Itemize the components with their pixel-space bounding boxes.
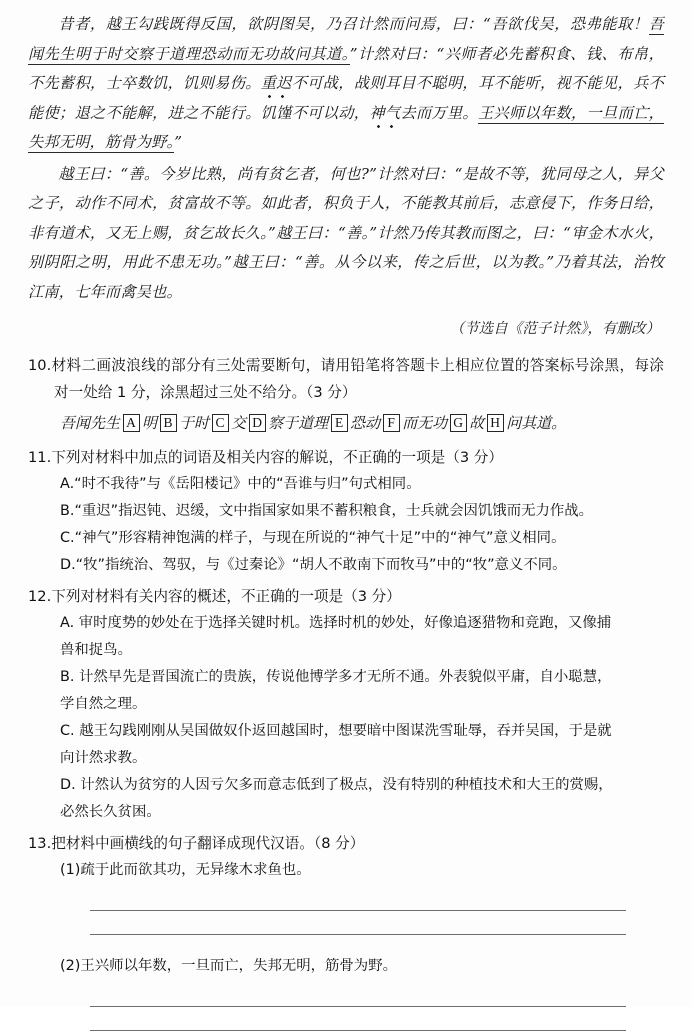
question-12-option-b[interactable] [28, 664, 664, 718]
answer-rule-2-line-1[interactable] [90, 1006, 626, 1007]
question-11-text: 下列对材料中加点的词语及相关内容的解说，不正确的一项是（3 分） [51, 449, 503, 466]
passage-p1-segment-4: 去而万里。 [400, 103, 478, 122]
question-11 [28, 444, 664, 579]
question-11-number: 11. [28, 449, 52, 466]
seg-token-6: 而无功 [402, 414, 448, 432]
seg-choice-box-b[interactable]: B [160, 414, 177, 432]
question-12-option-a-line-2: 兽和捉鸟。 [60, 642, 132, 658]
question-12-option-b-line-2: 学自然之理。 [60, 696, 147, 712]
seg-choice-box-f[interactable]: F [383, 414, 400, 432]
question-13 [28, 830, 664, 1031]
passage-paragraph-2: 越王曰：“善。今岁比熟，尚有贫乞者，何也?”计然对曰：“是故不等，犹同母之人，异父之子，动作不同术，贫富故不等。如此者，积负于人，不能教其前后，志意侵下，作务日给，非有道术，又无上赐，贫乞故长久。”越王曰：“善。”计然乃传其教而图之，曰：“审金木水火，别阴阳之明，用此不患无功。”越王曰：“善。从今以来，传之后世，以为教。”乃着其法，治牧江南，七年而禽吴也。 [28, 164, 664, 301]
seg-token-1: 明 [142, 414, 158, 432]
question-12-option-a-line-1: A. 审时度势的妙处在于选择关键时机。选择时机的妙处，好像追逐猎物和竞跑，又像捕 [60, 615, 612, 631]
answer-rule-1-line-2[interactable] [90, 934, 626, 935]
question-11-option-a[interactable]: A.“时不我待”与《岳阳楼记》中的“吾谁与归”句式相同。 [60, 476, 421, 492]
passage-paragraph-1 [28, 10, 664, 158]
question-12-stem [28, 583, 664, 610]
question-12-number: 12. [28, 588, 52, 605]
seg-choice-box-e[interactable]: E [331, 414, 348, 432]
question-10-segmentation-line [28, 408, 664, 438]
question-13-text: 把材料中画横线的句子翻译成现代汉语。（8 分） [51, 835, 365, 852]
question-10-text: 材料二画波浪线的部分有三处需要断句，请用铅笔将答题卡上相应位置的答案标号涂黑，每涂对一处给 1 分，涂黑超过三处不给分。（3 分） [51, 357, 664, 401]
seg-token-5: 恐动 [350, 414, 381, 432]
question-13-number: 13. [28, 835, 52, 852]
passage-source-attribution: （节选自《范子计然》，有删改） [449, 321, 660, 337]
seg-token-3: 交 [231, 414, 247, 432]
question-12-option-d-line-1: D. 计然认为贫穷的人因亏欠多而意志低到了极点，没有特别的种植技术和大王的赏赐， [60, 777, 613, 793]
question-12-option-a[interactable] [28, 610, 664, 664]
question-12-option-c[interactable] [28, 718, 664, 772]
question-11-stem [28, 444, 664, 471]
answer-rule-1-line-1[interactable] [90, 910, 626, 911]
seg-token-8: 问其道。 [506, 414, 567, 432]
seg-token-7: 故 [469, 414, 485, 432]
passage-p1-segment-2: ”计然对曰：“兴师者必先蓄积食、钱、布帛，不先蓄积，士卒数饥，饥则易伤。 [28, 44, 664, 92]
seg-token-2: 于时 [179, 414, 210, 432]
question-10 [28, 352, 664, 438]
seg-choice-box-h[interactable]: H [487, 414, 504, 432]
passage-p1-segment-1: 昔者，越王勾践既得反国，欲阴图吴，乃召计然而问焉，曰：“吾欲伐吴，恐弗能取！ [58, 15, 649, 33]
question-13-subitem-1: (1)疏于此而欲其功，无异缘木求鱼也。 [60, 862, 311, 878]
seg-choice-box-d[interactable]: D [249, 414, 266, 432]
question-12 [28, 583, 664, 826]
question-13-subitem-2: (2)王兴师以年数，一旦而亡，失邦无明，筋骨为野。 [60, 958, 397, 974]
passage-p1-dotted-term-1: 重迟 [260, 74, 292, 92]
question-12-text: 下列对材料有关内容的概述，不正确的一项是（3 分） [51, 588, 401, 605]
question-12-option-c-line-2: 向计然求教。 [60, 750, 147, 766]
question-10-stem [28, 352, 664, 406]
question-13-stem [28, 830, 664, 857]
question-12-option-b-line-1: B. 计然早先是晋国流亡的贵族，传说他博学多才无所不通。外表貌似平庸，自小聪慧， [60, 669, 612, 685]
question-11-option-d[interactable]: D.“牧”指统治、驾驭，与《过秦论》“胡人不敢南下而牧马”中的“牧”意义不同。 [60, 557, 567, 573]
question-11-option-c[interactable]: C.“神气”形容精神饱满的样子，与现在所说的“神气十足”中的“神气”意义相同。 [60, 530, 566, 546]
question-10-number: 10. [28, 357, 52, 374]
passage-p1-dotted-term-2: 神气 [369, 103, 401, 122]
seg-choice-box-a[interactable]: A [123, 414, 140, 432]
passage-p1-wavy-underlined-text: 吾闻先生明于时交察于道理恐动而无功故问其道。 [28, 15, 664, 63]
seg-token-4: 察于道理 [268, 414, 329, 432]
question-12-option-d-line-2: 必然长久贫困。 [60, 804, 161, 820]
question-12-option-c-line-1: C. 越王勾践刚刚从吴国做奴仆返回越国时，想要暗中图谋洗雪耻辱，吞并吴国，于是就 [60, 723, 612, 739]
question-12-option-d[interactable] [28, 772, 664, 826]
passage-p1-segment-3: 不可战，战则耳目不聪明，耳不能听，视不能见，兵不能使；退之不能解，进之不能行。饥馑不可以动， [28, 74, 664, 122]
seg-token-0: 吾闻先生 [60, 414, 121, 432]
seg-choice-box-g[interactable]: G [450, 414, 467, 432]
question-11-option-b[interactable]: B.“重迟”指迟钝、迟缓，文中指国家如果不蓄积粮食，士兵就会因饥饿而无力作战。 [60, 503, 594, 519]
passage-p1-underlined-text: 王兴师以年数，一旦而亡，失邦无明，筋骨为野。 [28, 103, 664, 151]
passage-p1-segment-5: ” [174, 133, 183, 151]
seg-choice-box-c[interactable]: C [212, 414, 229, 432]
